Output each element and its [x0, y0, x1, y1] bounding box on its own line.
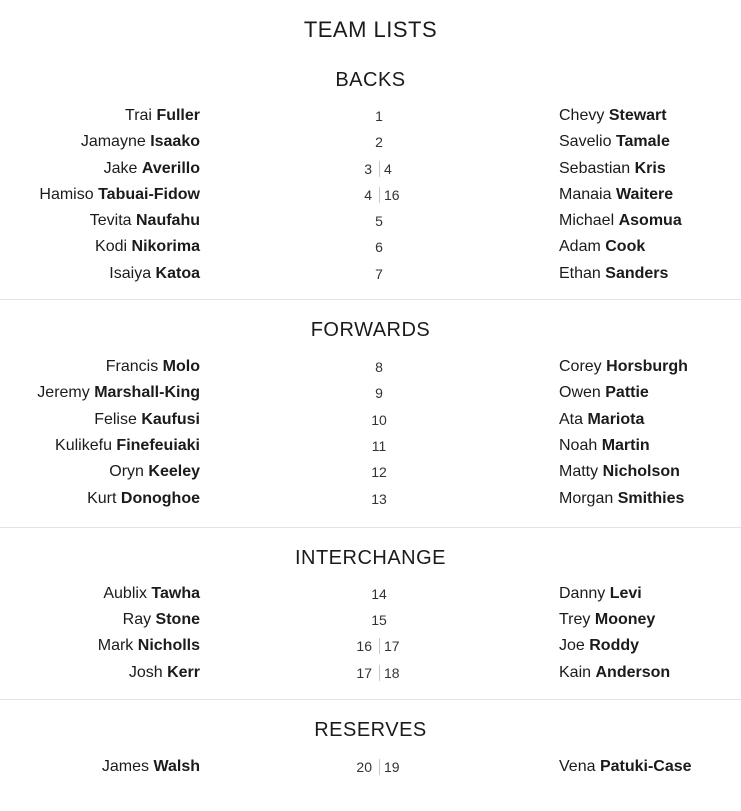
- player-first-name: Ethan: [559, 264, 601, 282]
- player-first-name: Trai: [125, 107, 152, 124]
- player-first-name: Noah: [559, 436, 598, 454]
- player-row: [0, 156, 741, 182]
- player-last-name: Tamale: [615, 133, 670, 151]
- player-last-name: Nicholson: [602, 463, 680, 481]
- player-first-name: Isaiya: [109, 264, 152, 282]
- section-title: RESERVES: [314, 719, 427, 742]
- player-first-name: Kulikefu: [55, 436, 112, 454]
- player-last-name: Horsburgh: [606, 358, 688, 376]
- player-first-name: Tevita: [89, 212, 132, 230]
- away-player[interactable]: [559, 584, 642, 604]
- player-first-name: Corey: [559, 358, 602, 376]
- player-row: [0, 182, 741, 208]
- player-rows: [0, 581, 741, 686]
- player-row: [0, 354, 741, 380]
- player-last-name: Sanders: [605, 264, 669, 282]
- player-first-name: Danny: [559, 584, 606, 602]
- player-last-name: Asomua: [618, 212, 682, 230]
- section-title: INTERCHANGE: [294, 546, 447, 569]
- player-last-name: Nikorima: [131, 238, 200, 256]
- player-row: [0, 103, 741, 129]
- player-first-name: Kurt: [87, 489, 117, 507]
- player-first-name: Ata: [559, 410, 584, 428]
- away-player[interactable]: [559, 185, 673, 205]
- home-jersey-number: 20: [356, 759, 372, 776]
- player-row: [0, 208, 741, 234]
- away-player[interactable]: [559, 211, 682, 231]
- player-row: [0, 433, 741, 459]
- home-player[interactable]: [95, 237, 200, 257]
- player-last-name: Finefeuiaki: [116, 436, 200, 454]
- player-row: [0, 754, 741, 780]
- home-player[interactable]: [37, 383, 200, 403]
- away-player[interactable]: [559, 636, 639, 656]
- player-last-name: Kaufusi: [141, 410, 200, 428]
- player-last-name: Tabuai-Fidow: [98, 185, 200, 203]
- player-first-name: Savelio: [559, 133, 612, 151]
- player-first-name: Hamiso: [39, 185, 94, 203]
- player-first-name: Vena: [559, 758, 596, 776]
- away-player[interactable]: [559, 462, 680, 482]
- player-last-name: Cook: [605, 238, 646, 256]
- away-player[interactable]: [559, 159, 666, 179]
- player-first-name: Matty: [559, 463, 599, 481]
- section-backs: [0, 45, 741, 299]
- jersey-number-value: 8: [375, 359, 383, 376]
- player-first-name: Jamayne: [80, 133, 146, 151]
- number-divider: [379, 187, 380, 203]
- player-last-name: Levi: [609, 584, 642, 602]
- player-last-name: Nicholls: [137, 637, 200, 655]
- home-player[interactable]: [125, 106, 200, 126]
- away-player[interactable]: [559, 610, 655, 630]
- player-first-name: Sebastian: [559, 159, 631, 177]
- player-row: [0, 407, 741, 433]
- home-player[interactable]: [109, 462, 200, 482]
- player-last-name: Roddy: [589, 637, 640, 655]
- section-forwards: [0, 299, 741, 527]
- player-row: [0, 607, 741, 633]
- jersey-number-value: 10: [371, 411, 387, 428]
- player-last-name: Tawha: [151, 584, 200, 602]
- jersey-number-value: 13: [371, 490, 387, 507]
- jersey-number-value: 15: [371, 612, 387, 629]
- player-last-name: Marshall-King: [94, 384, 200, 402]
- home-player[interactable]: [94, 410, 200, 430]
- player-last-name: Stone: [155, 611, 200, 629]
- number-divider: [379, 665, 380, 681]
- player-last-name: Walsh: [153, 758, 200, 776]
- player-last-name: Katoa: [155, 264, 200, 282]
- away-jersey-number: 17: [384, 638, 400, 655]
- player-last-name: Pattie: [605, 384, 649, 402]
- home-player[interactable]: [103, 584, 200, 604]
- player-rows: [0, 754, 741, 780]
- home-player[interactable]: [90, 211, 200, 231]
- player-first-name: Owen: [559, 384, 601, 402]
- home-player[interactable]: [129, 663, 200, 683]
- player-last-name: Patuki-Case: [599, 758, 692, 776]
- player-first-name: Francis: [105, 358, 159, 376]
- section-interchange: [0, 527, 741, 699]
- player-row: [0, 633, 741, 659]
- home-player[interactable]: [39, 185, 200, 205]
- player-first-name: Joe: [559, 637, 585, 655]
- player-last-name: Martin: [601, 436, 650, 454]
- away-jersey-number: 18: [384, 664, 400, 681]
- player-row: [0, 459, 741, 485]
- jersey-number-value: 5: [375, 213, 383, 230]
- home-player[interactable]: [98, 636, 200, 656]
- player-last-name: Donoghoe: [120, 489, 200, 507]
- number-divider: [379, 759, 380, 775]
- home-player[interactable]: [55, 436, 200, 456]
- jersey-number-value: 11: [371, 437, 387, 454]
- player-first-name: Kain: [559, 663, 592, 681]
- away-player[interactable]: [559, 410, 644, 430]
- player-row: [0, 380, 741, 406]
- jersey-number-value: 1: [375, 108, 383, 124]
- player-last-name: Molo: [162, 358, 200, 376]
- away-player[interactable]: [559, 383, 649, 403]
- player-last-name: Keeley: [148, 463, 200, 481]
- player-last-name: Naufahu: [136, 212, 200, 230]
- player-first-name: Morgan: [559, 489, 614, 507]
- player-first-name: James: [101, 758, 150, 776]
- jersey-number-value: 9: [375, 385, 383, 402]
- away-player[interactable]: [559, 663, 670, 683]
- home-player[interactable]: [81, 132, 200, 152]
- player-last-name: Waitere: [615, 185, 674, 203]
- number-divider: [379, 638, 380, 654]
- player-row: [0, 234, 741, 260]
- home-player[interactable]: [104, 159, 200, 179]
- home-player[interactable]: [109, 264, 200, 284]
- jersey-number-value: 14: [371, 585, 387, 602]
- away-player[interactable]: [559, 436, 650, 456]
- player-rows: [0, 354, 741, 512]
- jersey-number-value: 12: [371, 464, 387, 481]
- away-player[interactable]: [559, 132, 670, 152]
- away-player[interactable]: [559, 757, 692, 777]
- player-last-name: Kerr: [167, 663, 200, 681]
- away-player[interactable]: [559, 264, 668, 284]
- player-first-name: Manaia: [559, 185, 612, 203]
- jersey-number-value: 2: [375, 134, 383, 151]
- player-last-name: Mariota: [587, 410, 645, 428]
- player-first-name: Aublix: [103, 584, 147, 602]
- player-last-name: Kris: [634, 159, 666, 177]
- away-player[interactable]: [559, 106, 667, 126]
- jersey-number-value: 7: [375, 265, 383, 282]
- player-first-name: Oryn: [109, 463, 144, 481]
- player-last-name: Stewart: [608, 107, 667, 124]
- player-first-name: Jake: [103, 159, 138, 177]
- player-last-name: Anderson: [595, 663, 671, 681]
- player-first-name: Felise: [94, 410, 137, 428]
- away-jersey-number: 4: [384, 160, 392, 177]
- player-first-name: Ray: [122, 611, 152, 629]
- team-sections: [0, 45, 741, 792]
- home-player[interactable]: [87, 489, 200, 509]
- home-jersey-number: 3: [364, 160, 372, 177]
- player-first-name: Adam: [559, 238, 601, 256]
- number-divider: [379, 161, 380, 177]
- player-first-name: Mark: [97, 637, 134, 655]
- section-title: FORWARDS: [310, 319, 431, 342]
- player-last-name: Isaako: [150, 133, 200, 151]
- player-first-name: Michael: [559, 212, 615, 230]
- section-reserves: [0, 699, 741, 792]
- player-last-name: Averillo: [141, 159, 200, 177]
- player-row: [0, 660, 741, 686]
- away-player[interactable]: [559, 357, 688, 377]
- player-last-name: Smithies: [617, 489, 685, 507]
- player-first-name: Josh: [128, 663, 163, 681]
- away-player[interactable]: [559, 237, 645, 257]
- player-first-name: Trey: [559, 611, 591, 629]
- player-first-name: Chevy: [559, 107, 605, 124]
- player-last-name: Mooney: [594, 611, 656, 629]
- home-player[interactable]: [123, 610, 200, 630]
- player-rows: [0, 103, 741, 287]
- player-row: [0, 486, 741, 512]
- section-title: BACKS: [335, 69, 406, 91]
- home-jersey-number: 16: [356, 638, 372, 655]
- player-row: [0, 581, 741, 607]
- home-player[interactable]: [106, 357, 200, 377]
- player-last-name: Fuller: [156, 107, 200, 124]
- player-first-name: Jeremy: [37, 384, 90, 402]
- home-player[interactable]: [102, 757, 200, 777]
- home-jersey-number: 4: [364, 186, 372, 203]
- page-title: TEAM LISTS: [303, 17, 438, 42]
- away-jersey-number: 19: [384, 759, 400, 776]
- player-first-name: Kodi: [95, 238, 128, 256]
- jersey-number-value: 6: [375, 239, 383, 256]
- player-row: [0, 129, 741, 155]
- away-player[interactable]: [559, 489, 684, 509]
- home-jersey-number: 17: [356, 664, 372, 681]
- player-row: [0, 261, 741, 287]
- away-jersey-number: 16: [384, 186, 400, 203]
